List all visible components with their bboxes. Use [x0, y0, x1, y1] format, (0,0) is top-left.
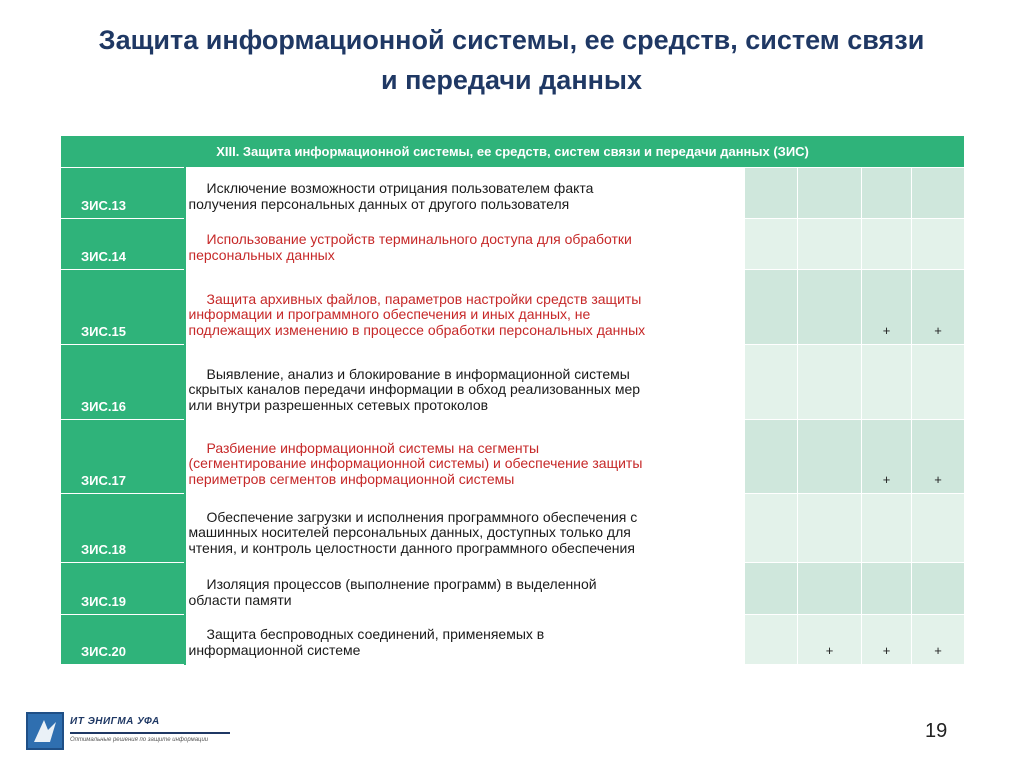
description-line: (сегментирование информационной системы) и обеспечение защиты — [188, 455, 643, 471]
table-row — [61, 420, 965, 494]
requirement-code: ЗИС.15 — [61, 270, 185, 345]
mark-cell — [745, 168, 798, 219]
logo-name: ИТ ЭНИГМА УФА — [70, 716, 160, 727]
mark-cell — [912, 494, 965, 563]
mark-cell — [912, 345, 965, 420]
logo-tagline: Оптимальные решения по защите информации — [70, 737, 209, 743]
description-line: получения персональных данных от другого пользователя — [188, 195, 570, 212]
mark-cell — [798, 563, 862, 615]
mark-cell — [862, 345, 912, 420]
mark-cell — [798, 270, 862, 345]
mark-cell — [745, 563, 798, 615]
mark-cell: + — [912, 420, 965, 494]
requirement-description — [185, 345, 745, 420]
mark-cell — [798, 494, 862, 563]
slide-title-line1: Защита информационной системы, ее средств, систем связи — [98, 25, 925, 55]
description-line: подлежащих изменению в процессе обработки персональных данных — [188, 321, 646, 338]
mark-cell: + — [862, 420, 912, 494]
description-line: персональных данных — [188, 246, 335, 263]
description-line: Защита беспроводных соединений, применяемых в — [206, 626, 545, 642]
table-row — [61, 615, 965, 665]
slide-title — [40, 20, 983, 100]
requirement-code: ЗИС.17 — [61, 420, 185, 494]
description-line: скрытых каналов передачи информации в обход реализованных мер — [188, 381, 641, 397]
mark-cell — [862, 494, 912, 563]
mark-cell — [912, 219, 965, 270]
requirement-description — [185, 219, 745, 270]
description-line: периметров сегментов информационной системы — [188, 470, 515, 487]
requirement-code: ЗИС.20 — [61, 615, 185, 665]
company-logo — [8, 712, 228, 754]
table-row — [61, 345, 965, 420]
description-line: Исключение возможности отрицания пользователем факта — [206, 180, 594, 196]
description-line: или внутри разрешенных сетевых протоколов — [188, 396, 489, 413]
mark-cell — [798, 219, 862, 270]
logo-emblem-icon — [26, 712, 64, 750]
description-line: информационной системе — [188, 641, 361, 658]
table-header: XIII. Защита информационной системы, ее средств, систем связи и передачи данных (ЗИС) — [61, 136, 965, 168]
requirement-description — [185, 420, 745, 494]
mark-cell: + — [798, 615, 862, 665]
mark-cell — [798, 345, 862, 420]
requirement-code: ЗИС.13 — [61, 168, 185, 219]
table-row — [61, 563, 965, 615]
description-line: машинных носителей персональных данных, доступных только для — [188, 524, 631, 540]
table-row — [61, 219, 965, 270]
mark-cell — [745, 494, 798, 563]
mark-cell — [745, 219, 798, 270]
description-line: области памяти — [188, 591, 292, 608]
mark-cell — [745, 270, 798, 345]
table-row — [61, 168, 965, 219]
mark-cell — [862, 563, 912, 615]
mark-cell — [798, 420, 862, 494]
page-number: 19 — [925, 720, 948, 742]
requirement-description — [185, 270, 745, 345]
mark-cell — [862, 168, 912, 219]
mark-cell — [745, 420, 798, 494]
description-line: Разбиение информационной системы на сегменты — [206, 439, 540, 456]
description-line: информации и программного обеспечения и иных данных, не — [188, 306, 591, 322]
mark-cell: + — [862, 615, 912, 665]
requirement-description — [185, 168, 745, 219]
mark-cell: + — [912, 615, 965, 665]
description-line: чтения, и контроль целостности данного программного обеспечения — [188, 539, 635, 556]
requirement-code: ЗИС.16 — [61, 345, 185, 420]
mark-cell — [745, 615, 798, 665]
requirement-description — [185, 563, 745, 615]
mark-cell: + — [862, 270, 912, 345]
mark-cell — [798, 168, 862, 219]
mark-cell: + — [912, 270, 965, 345]
table-row — [61, 494, 965, 563]
description-line: Обеспечение загрузки и исполнения программного обеспечения с — [206, 508, 638, 525]
description-line: Выявление, анализ и блокирование в информационной системы — [206, 365, 630, 382]
requirement-code: ЗИС.19 — [61, 563, 185, 615]
requirement-description — [185, 615, 745, 665]
slide-title-line2: и передачи данных — [380, 65, 643, 95]
mark-cell — [912, 168, 965, 219]
mark-cell — [862, 219, 912, 270]
requirements-table — [60, 135, 965, 665]
description-line: Изоляция процессов (выполнение программ) в выделенной — [206, 576, 597, 592]
requirement-code: ЗИС.14 — [61, 219, 185, 270]
mark-cell — [912, 563, 965, 615]
description-line: Защита архивных файлов, параметров настройки средств защиты — [206, 290, 642, 307]
table-row — [61, 270, 965, 345]
description-line: Использование устройств терминального доступа для обработки — [206, 231, 632, 247]
logo-divider — [70, 732, 230, 734]
requirement-code: ЗИС.18 — [61, 494, 185, 563]
requirement-description — [185, 494, 745, 563]
mark-cell — [745, 345, 798, 420]
